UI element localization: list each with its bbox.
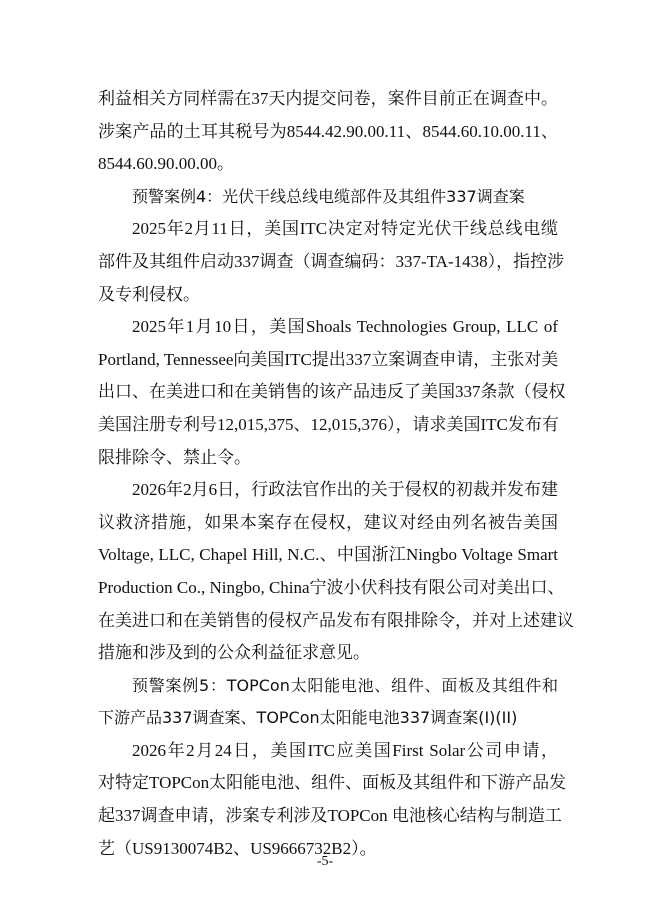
text-line: 部件及其组件启动337调查（调查编码：337-TA-1438），指控涉 xyxy=(98,251,565,271)
section-heading-line: 预警案例4：光伏干线总线电缆部件及其组件337调查案 xyxy=(132,186,525,206)
text-line: 涉案产品的土耳其税号为8544.42.90.00.11、8544.60.10.00.11、 xyxy=(98,121,558,141)
section-heading-line: 下游产品337调查案、TOPCon太阳能电池337调查案(I)(II) xyxy=(98,708,518,728)
text-line: Voltage, LLC, Chapel Hill, N.C.、中国浙江Ningbo Voltage Smart xyxy=(98,545,558,565)
text-line: 2026年2月6日，行政法官作出的关于侵权的初裁并发布建 xyxy=(132,480,558,500)
text-line: 利益相关方同样需在37天内提交问卷，案件目前正在调查中。 xyxy=(98,89,558,108)
text-line: 措施和涉及到的公众利益征求意见。 xyxy=(98,643,370,663)
page-number: -5- xyxy=(316,854,334,869)
text-line: 起337调查申请，涉案专利涉及TOPCon 电池核心结构与制造工 xyxy=(98,806,562,826)
text-line: Production Co., Ningbo, China宁波小伏科技有限公司对美出口、 xyxy=(98,577,565,597)
text-line: 2025年1月10日，美国Shoals Technologies Group, LLC of xyxy=(132,317,558,337)
text-line: 2026年2月24日，美国ITC应美国First Solar公司申请， xyxy=(132,740,558,760)
text-line: 议救济措施，如果本案存在侵权，建议对经由列名被告美国 xyxy=(98,512,558,532)
text-line: 限排除令、禁止令。 xyxy=(98,447,251,467)
section-heading-line: 预警案例5：TOPCon太阳能电池、组件、面板及其组件和 xyxy=(132,675,558,695)
text-line: 出口、在美进口和在美销售的该产品违反了美国337条款（侵权 xyxy=(98,382,566,402)
text-line: 艺（US9130074B2、US9666732B2）。 xyxy=(98,838,377,858)
text-line: 及专利侵权。 xyxy=(98,284,200,304)
text-line: 对特定TOPCon太阳能电池、组件、面板及其组件和下游产品发 xyxy=(98,773,567,793)
text-line: 在美进口和在美销售的侵权产品发布有限排除令，并对上述建议 xyxy=(98,610,574,630)
body-text xyxy=(98,83,574,865)
text-line: 2025年2月11日，美国ITC决定对特定光伏干线总线电缆 xyxy=(132,219,558,239)
text-line: 8544.60.90.00.00。 xyxy=(98,154,234,174)
text-line: 美国注册专利号12,015,375、12,015,376），请求美国ITC发布有 xyxy=(98,414,559,434)
text-line: Portland, Tennessee向美国ITC提出337立案调查申请，主张对美 xyxy=(98,349,559,369)
